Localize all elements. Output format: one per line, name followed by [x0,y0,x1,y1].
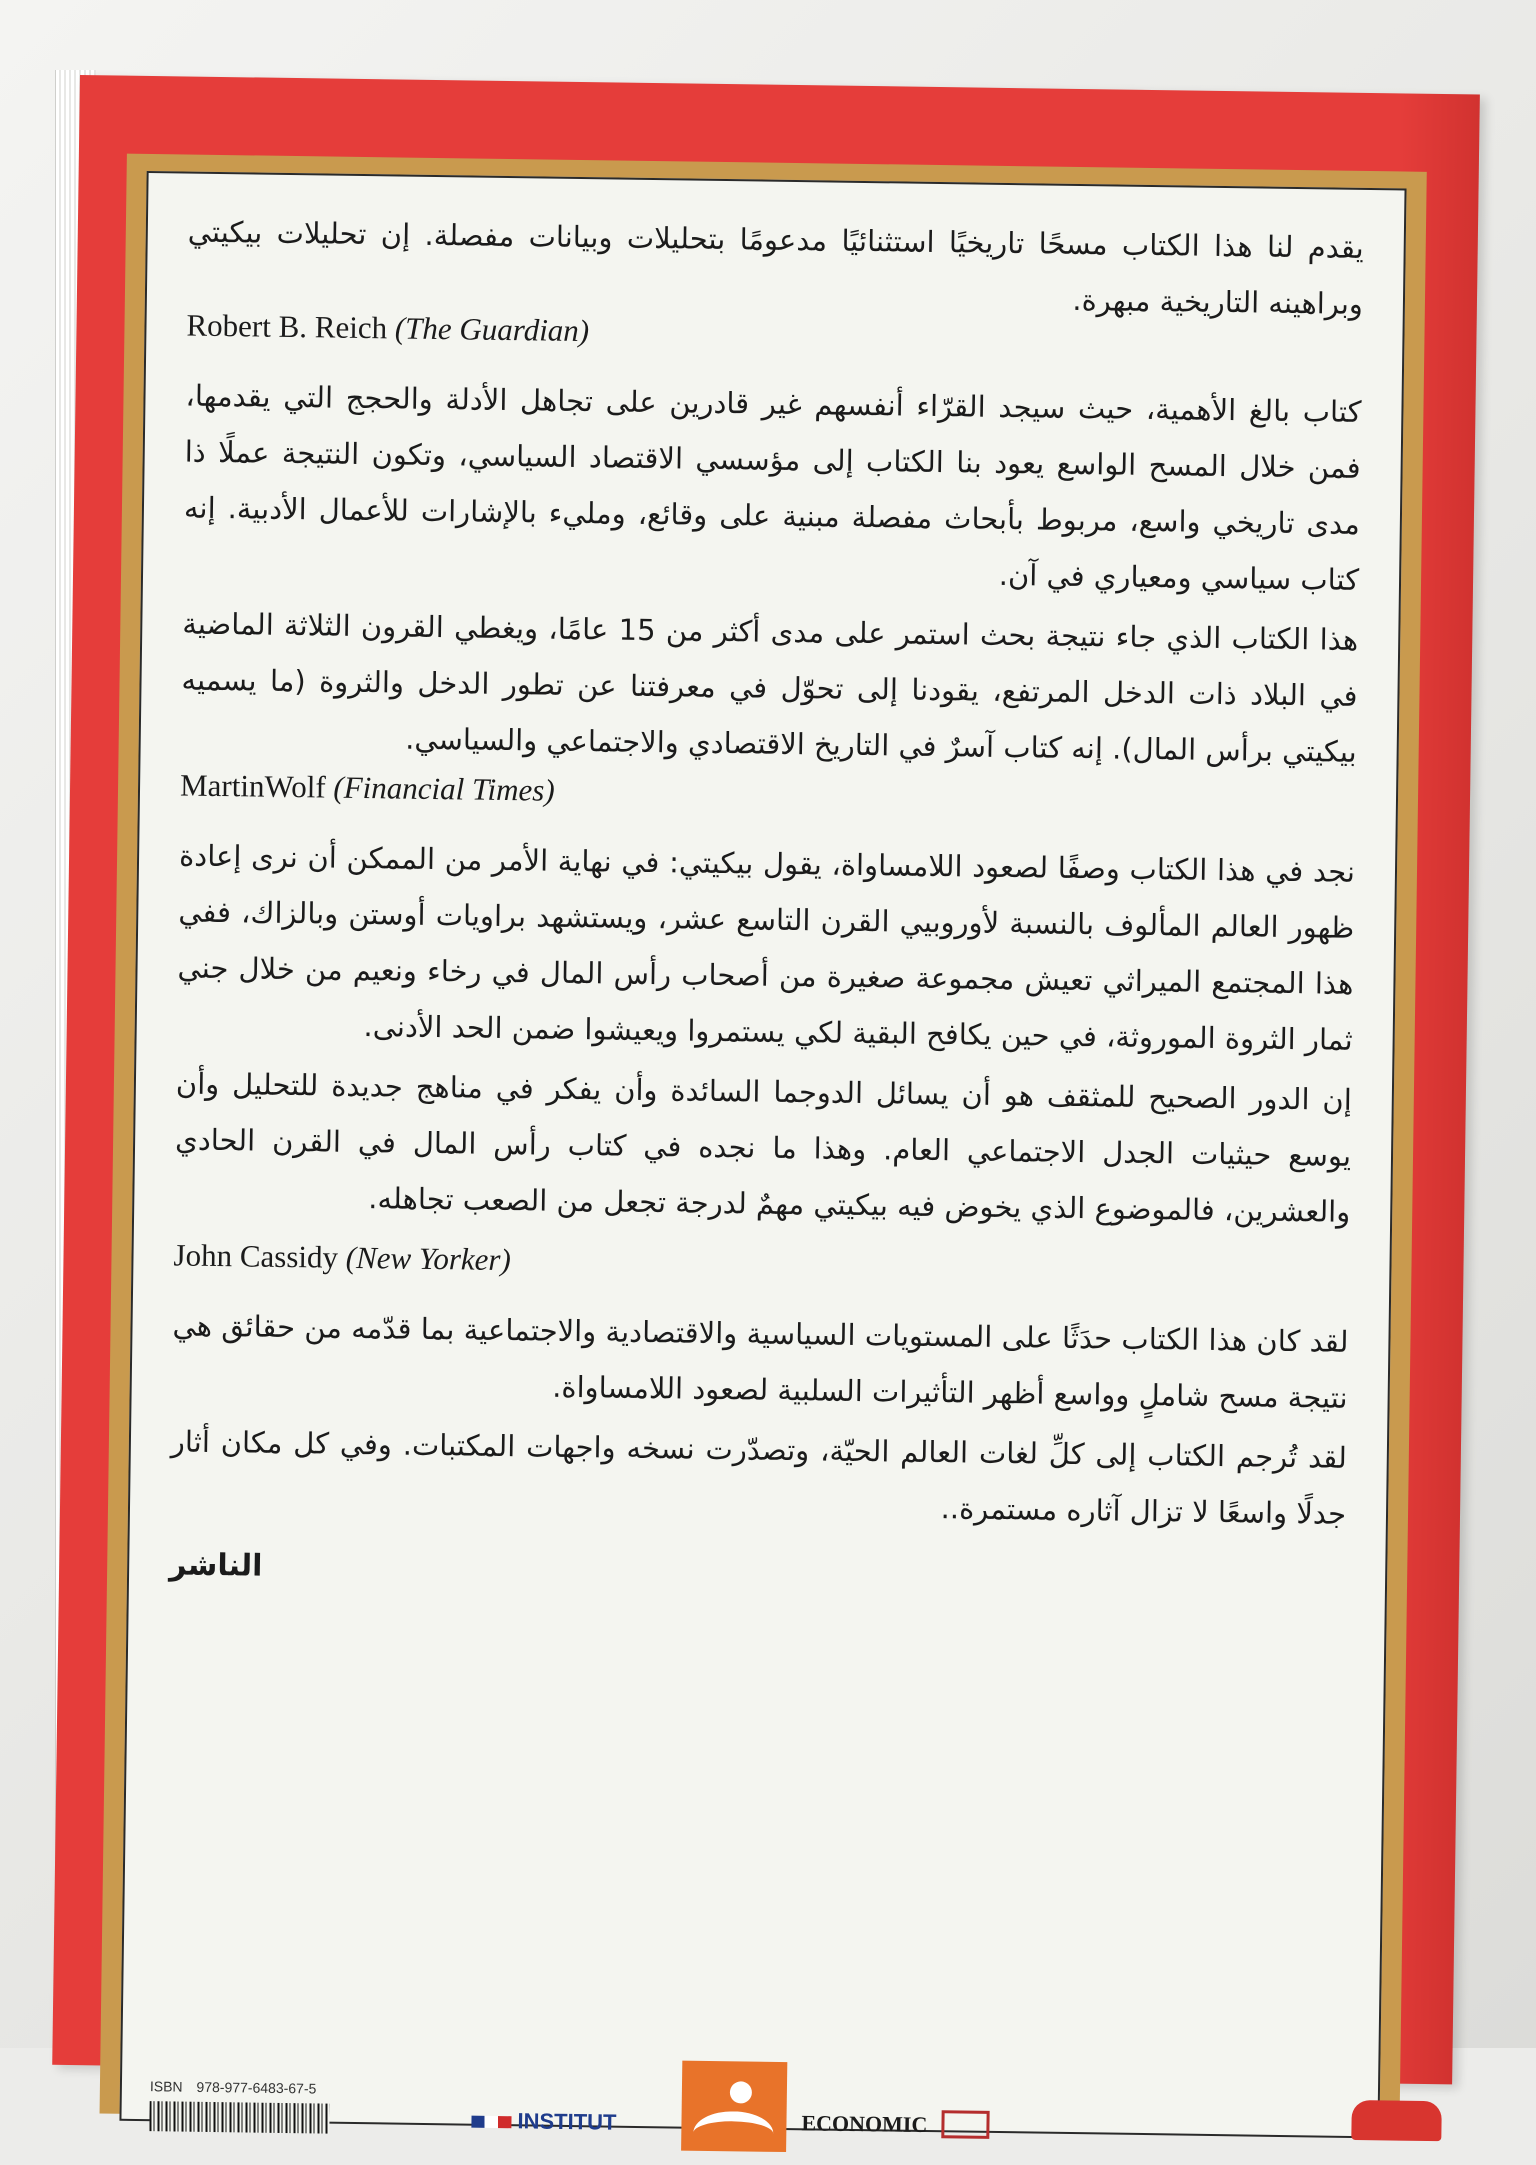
logo-swoosh-icon [693,2111,774,2156]
economic-label: ECONOMIC [801,2110,928,2138]
review-4-text: لقد كان هذا الكتاب حدَثًا على المستويات السياسية والاقتصادية والاجتماعية بما قدّمه من حقائق هي نتيجة مسح شاملٍ وواسع أظهر التأثيرات السلبية لصعود اللامساواة. [172,1308,1349,1415]
flag-icon [471,2116,511,2129]
economic-logo [681,2061,787,2152]
reviews-text [169,204,1364,1599]
review-3-source: (New Yorker) [345,1239,512,1278]
text-panel [119,171,1406,2138]
isbn-label: ISBN [149,2078,183,2095]
publisher-logo [941,2109,1141,2146]
publisher-signature: الناشر [168,1547,263,1584]
review-2-text-continued: هذا الكتاب الذي جاء نتيجة بحث استمر على مدى أكثر من 15 عامًا، ويغطي القرون الثلاثة الماضية في البلاد ذات الدخل المرتفع، يقودنا إلى تحوّل في معرفتنا عن تطور الدخل والثروة (ما يسميه بيكيتي برأس المال). إنه كتاب آسرٌ في التاريخ الاقتصادي والاجتماعي والسياسي. [181,606,1359,769]
review-1-source: (The Guardian) [394,310,590,349]
red-logo-icon [1351,2100,1442,2141]
review-4-text-continued: لقد تُرجم الكتاب إلى كلِّ لغات العالم الحيّة، وتصدّرت نسخه واجهات المكتبات. وفي كل مكان أثار جدلًا واسعًا لا تزال آثاره مستمرة.. [170,1424,1348,1531]
review-2-source: (Financial Times) [333,769,555,808]
review-2-text: كتاب بالغ الأهمية، حيث سيجد القرّاء أنفسهم غير قادرين على تجاهل الأدلة والحجج التي يقدمها، فمن خلال المسح الواسع يعود بنا الكتاب إلى مؤسسي الاقتصاد السياسي، وتكون النتيجة عملًا ذا مدى تاريخي واسع، مربوط بأبحاث مفصلة مبنية على وقائع، ومليء بالإشارات للأعمال الأدبية. إنه كتاب سياسي ومعياري في آن. [183,378,1362,597]
isbn-text [150,2078,317,2096]
review-1-author: Robert B. Reich [186,307,388,346]
review-3-attribution [173,1237,1349,1289]
isbn-number: 978-977-6483-67-5 [196,2078,317,2097]
review-3-text: نجد في هذا الكتاب وصفًا لصعود اللامساواة، يقول بيكيتي: في نهاية الأمر من الممكن أن نرى إعادة ظهور العالم المألوف بالنسبة لأوروبيي القرن التاسع عشر، ويستشهد براويات أوستن وبالزاك، ففي هذا المجتمع الميراثي تعيش مجموعة صغيرة من أصحاب رأس المال في رخاء ونعيم من خلال جني ثمار الثروة الموروثة، في حين يكافح البقية لكي يستمروا ويعيشوا ضمن الحد الأدنى. [177,838,1356,1057]
publisher-logo-icon [941,2110,989,2139]
book-back-cover [52,75,1480,2138]
review-2-author: MartinWolf [179,767,326,805]
review-3-text-continued: إن الدور الصحيح للمثقف هو أن يسائل الدوجما السائدة وأن يفكر في مناهج جديدة للتحليل وأن يوسع حيثيات الجدل الاجتماعي العام. وهذا ما نجده في كتاب رأس المال في القرن الحادي والعشرين، فالموضوع الذي يخوض فيه بيكيتي مهمٌ لدرجة تجعل من الصعب تجاهله. [174,1066,1353,1229]
barcode [149,2101,329,2134]
institut-logo [471,2108,661,2137]
review-3-author: John Cassidy [173,1237,339,1275]
institut-label: INSTITUT [517,2108,617,2135]
review-1-text: يقدم لنا هذا الكتاب مسحًا تاريخيًا استثنائيًا مدعومًا بتحليلات وبيانات مفصلة. إن تحليلات بيكيتي وبراهينه التاريخية مبهرة. [187,214,1364,321]
logo-dot-icon [730,2081,752,2103]
